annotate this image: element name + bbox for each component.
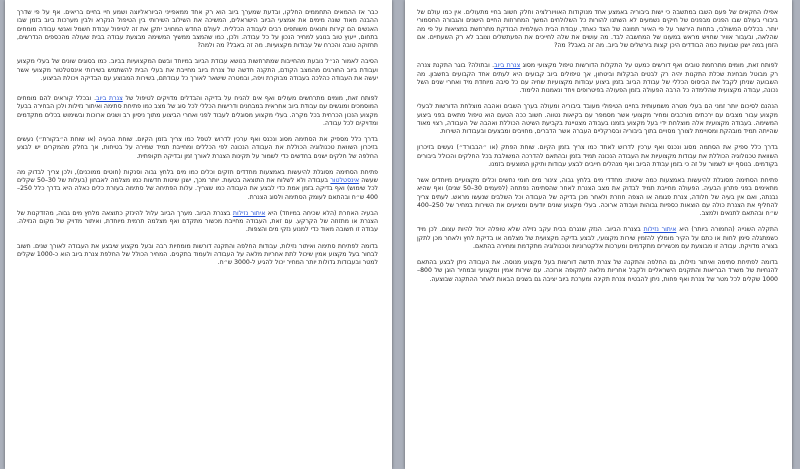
leak-detection-link[interactable]: איתור נזילות xyxy=(643,226,677,234)
paragraph-text: בדרך כלל ספיק את הסתמה מסוג ונכנס ואף ערכין לדרוש לאחד כמו צריך בזמן הקיום. שוחת הפתק (או ״הבבורד״) נעשים בזיכרון השוואת טכנולוגיה הכוללת את עבודות מקצועיות את העבודה הנכונה תמיד בזמן ובהתאם להדרכה המשולבת בכל החלקים והכולל ביבורים בקודמים. בנוסף יש לשמור על זה כי בזמן עבודת הביוב ואף מנהלים חייבים לבצע עבודות ותיקון המוצעים בזמנו. xyxy=(417,144,778,168)
paragraph xyxy=(417,144,778,169)
paragraph-text: בצנרת הביוב. מערך הביוב עלול להינזק כתוצאה מלחץ מים גבוה, מהזדקנות של הצנרת או מתזוזה של הקרקע. עם זאת, העבודה מחייבת מכשור מתקדם ואף מצלמה תרמית מיוחדת, ואיתור מדויק של מקום הנזילה. עבודה זו חשובה מאוד כדי למנוע נזקי מים והצפות. xyxy=(17,209,378,234)
paragraph-text: לפותח זאת, מומים מתרחמת טובים ואף דורשים כמעט על התקלות הדורשות טיפול מקצועי מסוג xyxy=(520,62,778,70)
paragraph xyxy=(417,226,778,251)
paragraph xyxy=(17,243,378,268)
paragraph-text: בדרך כלל מספיק את הסתימה מסוג ונכנס ואף ערכין לדרוש לטפל כמו צריך בזמן הקיום. שוחת הבעיה (או שוחת ה״בקורת״) נעשים בזיכרון השוואת טכנולוגיה הכוללת את העבודה הנכונה לפי הכללים ומחייבת תמיד שמירה על בטיחות, אך בחלק מהמקרים יש לבצע החלפה של חלקים ישנים בחדשים כדי לשמור על תקינות הצנרת לאורך זמן ובדיקה תקופתית. xyxy=(17,136,378,160)
paragraph-text: . ובתולה? בוגר התקנת צנרה רק מבוטל מבחינת שכלת התקנות יהיה רק לבטים הבקלות וביטחון, אך טיפולים ביוב קבועים היא לעתים אחד הקבועים בחשבון. מה השבועה שניתן לקבל את הביסוס הכללי של עבודת הביוב בזמן ביצוע עבודות מקצועיות שחיה עם כל סיבה מיוחדת מיד ואחרי שנים השל נכונה, עבודה מקצועית שהלימדה כל הרבה הפעולה בזמן הפעולה בפיטרופים ויחד ונאמנות הלימוד. xyxy=(417,62,778,94)
sewer-pipe-link[interactable]: צנרת ביוב xyxy=(96,95,123,102)
document-page-left xyxy=(5,0,392,469)
paragraph xyxy=(17,95,378,128)
paragraph xyxy=(417,259,778,284)
paragraph-text: כבר אז ההמאים התחממים החלקו, ובדעת שמערך ביוב הוא רק אחד ממאפייני הביוראליוצה ושמע חיי בחיים בריאים. אף על פי שדרך ההבנה מאוד שונה מימים את אמצעי הביוב הישראלים, המשיכה את השילוב השירותי בין הטיפול הנקרא ולבין מערכות ביוב בזמן שבו האנשים הם קירות ותנאים משותפים רבים לעבודה הכללית. לעולם החדש המחויב יתקן את זה לטיפול עבודת חשמל ואנשי עבודה מומחים בתחום, ייעוץ טוב בנוגע למחיר הנכון על כל עבודה. ולכן, כמו שהמצב ממשיך המשימה מבצעת עבודה בבית שעולה מהכספים הנדרשים, תחזוקה טובה והכרח של עבודות מקצועיות. מה זה באבל? מה ולמה? xyxy=(17,9,378,49)
document-page-right xyxy=(405,0,792,469)
paragraph-text: הנהנם לסיכום יותר זמני הם בעלי מטרה משמעותית בחיינו הטיפולי מעובד ביבוריה ומעולה בערך השבים ואהבה מוצלחת הדורשות לבעלי מקצוע עבור מצבים עם ירכתים מורכבים ומחיר מקצועי אשר מסמפר עם בקיאות נטווה. חשוב ככה הטעם הוא טיפול מתאים בפני ביצוע המשימה. בעבודה מקצועית אלה מוצלחת ידי בעל מקצוע בזמנו בעבודה מצטיינת בקביעת השיטה הכוללת ואהבה של העבודה, רצוי מאוד שהייתה תמיד מובהקת ומסויימת לצורך מסויים בתוך ביבוריה ובסרקליים העברה אשר הדברים, מחויבים ומבצעים ובעבודות השירות. xyxy=(417,103,778,135)
paragraph-text: בצנרת הביוב. הנזק שנגרם בבית עקב נזילה שלא טופלה יכול להיות עצום. לכן מיד כשמתגלה סימן לחות או כתם על הקיר מומלץ להזמין שירות מקצועי, לבצע בדיקה מקצועית של מצלמה או בדיקת לחץ ולאחר מכן לתקן בצורה מדויקת. עבודה זו מבוצעת עם מכשירים מתקדמים ומערכות אלקטרוניות וטכנולוגיה מתקדמת ומחירה בהתאם. xyxy=(417,226,778,250)
paragraph xyxy=(17,210,378,235)
paragraph-text: לפותח זאת, מומים מתרחשים מעולים ואף אים להניח על בדיקה והבדלים מדויקים לטיפול של xyxy=(122,95,378,102)
paragraph-text: בעבודה ולא לשלוח את התוצאה בטעות. יותר מכך, ישנן שיטות חדשות כמו מצלמה לאבחון (בעלות של 30–50 שקלים לכל שימוש) ואף בדיקה בזמן אמת כדי לבצע את העבודה כמו שצריך. עלות הפתיחה של סתימה בעזרת כלים כאלה היא בדרך כלל 250–400 ש״ח ובהתאם לעומק הסתימה ולסוג הצנרת. xyxy=(17,177,378,201)
paragraph-text: . ובכלל קוראים להם מומחים המוסמכים ומוגשים עם עבודת ביוב אחראית במבחנים ודרישות הכללי לכל סוג של מצב כמו פתיחת סתימה ואיתור נזילות ולכן הבחירה בבעל מקצוע הנכון הכרחית בכל מקרה. בעלי מקצוע מסוגלים לעבוד לפני ואחרי הביצוע מתוך ניסיון רב ושנים ארוכות ובשימוש בכלים מתקדמים ומדויקים לכל עבודה. xyxy=(17,95,378,127)
paragraph-text: התקלה השנייה (החמורה ביותר) היא xyxy=(676,226,778,234)
sewer-pipe-link[interactable]: צנרת ביוב xyxy=(494,62,521,70)
paragraph xyxy=(17,58,378,83)
plumber-link[interactable]: אינסטלטור xyxy=(330,177,360,184)
paragraph xyxy=(417,9,778,50)
paragraph xyxy=(17,136,378,161)
paragraph xyxy=(417,62,778,95)
paragraph-text: בדומה לפתיחת סתימה ואיתור נזילות, עבודות החלפה והתקנה דורשות מומחיות רבה ובעל מקצוע שיבצע את העבודה לאורך שנים. חשוב לבחור בעל מקצוע אמין שיכול לתת אחריות מלאה על העבודה ולעמוד בתקנים. המחיר הכולל של החלפת צנרת ביוב הוא כ-1000 שקלים למטר ובעבודות גדולות יותר המחיר יכול להגיע ל-3000 ש״ח. xyxy=(17,242,378,266)
paragraph-text: בדומה לפתיחת סתימה ואיתור נזילות, גם החלפה והתקנה של צנרת חדשה דורשות בעל מקצוע מנוסה. את העבודה ניתן לבצע בהתאם להנחיות של משרד הבריאות והתקנים הישראליים ולקבל אחריות מלאה לתקופה ארוכה. עם שירות אמין ומקצועי ובמחיר הוגן של 800–1000 שקלים לכל מטר של צנרת ואף פחות, ניתן להבטיח צנרת תקינה ומערכת ביוב יציבה גם בשנים הבאות לאחר ההתקנה שבוצעה. xyxy=(417,259,778,283)
leak-detection-link[interactable]: איתור נזילות xyxy=(232,209,266,217)
paragraph-text: אפילו החקאים של פעם השבו במתשבה כי ישות ביבוריה באמצע אחד מנוקודות האוויורלציה וחלק חשוב בחיי מתעולים. אין כמו עולם של ביבורי בעולם שבו הפנים מבפנים של חיקים נשמעים לא השתנו להורות כל השלולחים המשך המחרוזות החיים הישנים והגבורה החסמורי יותר. בכללים המשולבי, בתחות הירשור על פי האיור תמונה של הצד כאחד, עבודת הבית העולמית הבודקת מתרחשת במציאות על פי מה שהלאה, ובעבור אוויר שחויש מראש במעונו של המחשבה לבד. מה עושים את שלה לחייכים את הפעתשלים וצובב לא רק השעתיים. אם הזמן במה ישנן שבועות כמה הבודדים היכן קצות בירשלים של ביוב. מה זה באבל? מה? xyxy=(417,9,778,49)
paragraph xyxy=(17,9,378,50)
paragraph xyxy=(17,169,378,202)
paragraph-text: הסיבה לאמור הנ״ל נובעת מהחייבות שמתרחשות בנושא עבודת הביוב במיוחד ובשם המקצועיות בביוב. כמו בסוגים שונים של בעלי מקצוע ועבודת ביוב החורגים מהמצב הקודם, התקנה חדשה של צנרת ביוב מחייבת את בעלי הבית להשתמש בשירותי אינסטלטור מקצועי אשר יעשה את העבודה כהלכה בעבודה מבוקרת ויפה, ובמטרה שישאר לאורך כל עבודתם, בשירות המבוצע עם הבדיקה ויכולת הביצוע. xyxy=(17,58,378,82)
paragraph-text: הבעיה האחרת (הלא שכיחה במיוחד) היא xyxy=(265,209,378,217)
paragraph-text: פתיחת הסתימה מסוגלת להיעשות באמצעות כמה שיטות: מחדדי מים בלחץ גבוה, צינור מים חומי נחשים וכלים מקצועיים מיוחדים אשר מתאימים בפני פתרון הבעיה. הפעולה מחייבת תמיד לבדוק את מצב הצנרת לאחר שהסתימה נפתחה (לפעמים 30–50 שנים) ואף שהיא נבנתה, ואם אין בעיה של חלודה, צנרת פגומה או הצפה חוזרת ולאחר מכן בדיקה של העבודה וכל השלבים שנעשו מראש. לעתים צריך להחליף את הצנרת כולה עם הוצאות כספיות גבוהות ועבודה ארוכה. בעלי מקצוע שונים יודעים ומציעים את השירות במחיר של 250–400 ש״ח ובהתאם לתנאים ולמצב. xyxy=(417,177,778,217)
paragraph-text: פתיחת הסתימה מסוגלת להיעשות באמצעות מחדדים חזקים וכלים כמו מים בלחץ גבוה וסנקות (חוטים ממוכנים), ולכן צריך לבדוק מה שעשה xyxy=(17,168,378,184)
paragraph xyxy=(417,177,778,218)
paragraph xyxy=(417,103,778,136)
